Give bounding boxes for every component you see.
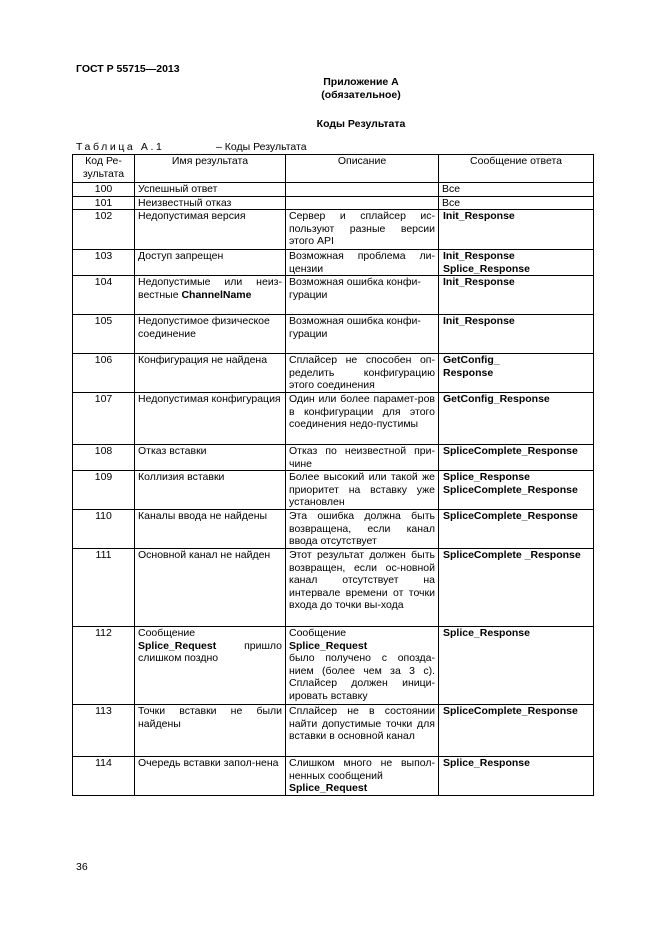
row-description: [286, 627, 439, 705]
table-row: [73, 250, 594, 276]
row-description: Сплайсер не в состоянии найти допустимые точки для вставки в основной канал: [286, 705, 439, 757]
row-name: Конфигурация не найдена: [135, 354, 286, 393]
row-response: Init_Response Splice_Response: [439, 250, 594, 276]
table-row: [73, 276, 594, 315]
table-row: [73, 210, 594, 250]
row-name: Отказ вставки: [135, 445, 286, 471]
row-description: Возможная проблема ли-цензии: [286, 250, 439, 276]
row-description: Отказ по неизвестной при-чине: [286, 445, 439, 471]
row-response: SpliceComplete_Response: [439, 510, 594, 549]
row-name: Коллизия вставки: [135, 471, 286, 510]
row-name: Недопустимая версия: [135, 210, 286, 250]
row-name-term: Splice_Request: [138, 639, 217, 652]
row-name: Каналы ввода не найдены: [135, 510, 286, 549]
row-name-term: ChannelName: [181, 288, 252, 301]
row-description-text: Слишком много не выпол-ненных сообщений: [289, 757, 435, 782]
page-number: 36: [76, 861, 88, 873]
row-name: [135, 276, 286, 315]
row-code: 111: [73, 549, 135, 627]
row-description: Этот результат должен быть возвращен, если ос-новной канал отсутствует на интервале времени от точки входа до точки вы-хода: [286, 549, 439, 627]
table-row: [73, 549, 594, 627]
row-response: Splice_Response SpliceComplete_Response: [439, 471, 594, 510]
row-description: Эта ошибка должна быть возвращена, если канал ввода отсутствует: [286, 510, 439, 549]
row-description: Один или более парамет-ров в конфигурации для этого соединения недо-пустимы: [286, 393, 439, 445]
row-code: 107: [73, 393, 135, 445]
table-row: [73, 510, 594, 549]
column-header-description: Описание: [286, 155, 439, 183]
row-code: 103: [73, 250, 135, 276]
table-caption: [76, 141, 307, 153]
row-code: 106: [73, 354, 135, 393]
row-name: Успешный ответ: [135, 183, 286, 197]
row-name: Точки вставки не были найдены: [135, 705, 286, 757]
standard-header: ГОСТ Р 55715—2013: [76, 63, 180, 75]
row-response: Splice_Response: [439, 627, 594, 705]
appendix-title: Приложение А: [323, 76, 399, 88]
table-row: [73, 196, 594, 210]
row-code: 102: [73, 210, 135, 250]
row-response: Все: [439, 183, 594, 197]
table-row: [73, 354, 594, 393]
table-row: [73, 393, 594, 445]
table-row: [73, 315, 594, 354]
row-name: Неизвестный отказ: [135, 196, 286, 210]
table-row: [73, 471, 594, 510]
row-name: Основной канал не найден: [135, 549, 286, 627]
row-description-text: Сообщение: [289, 627, 347, 639]
row-name: [135, 627, 286, 705]
row-response: SpliceComplete _Response: [439, 549, 594, 627]
row-description-term: Splice_Request: [289, 639, 368, 652]
row-response: Init_Response: [439, 315, 594, 354]
row-description: [286, 196, 439, 210]
column-header-code: Код Ре- зультата: [73, 155, 135, 183]
table-row: [73, 445, 594, 471]
row-response: SpliceComplete_Response: [439, 445, 594, 471]
column-header-name: Имя результата: [135, 155, 286, 183]
row-description-term: Splice_Request: [289, 782, 368, 794]
row-code: 113: [73, 705, 135, 757]
row-code: 112: [73, 627, 135, 705]
row-description: [286, 757, 439, 796]
row-description: Возможная ошибка конфи-гурации: [286, 315, 439, 354]
result-codes-table: [72, 154, 594, 796]
table-caption-text: – Коды Результата: [216, 141, 307, 153]
row-name: Доступ запрещен: [135, 250, 286, 276]
row-response: GetConfig_Response: [439, 393, 594, 445]
row-description: [286, 183, 439, 197]
row-description: Сплайсер не способен оп-ределить конфигурацию этого соединения: [286, 354, 439, 393]
row-code: 110: [73, 510, 135, 549]
row-response: Все: [439, 196, 594, 210]
table-row: [73, 705, 594, 757]
row-code: 104: [73, 276, 135, 315]
table-row: [73, 183, 594, 197]
row-description-text-rest: было получено с опозда-нием (более чем за 3 с). Сплайсер должен иници-ировать вставку: [289, 652, 435, 702]
row-response: Init_Response: [439, 210, 594, 250]
column-header-response: Сообщение ответа: [439, 155, 594, 183]
row-code: 114: [73, 757, 135, 796]
appendix-subtitle: (обязательное): [321, 89, 401, 101]
row-name: Очередь вставки запол-нена: [135, 757, 286, 796]
row-name-text: Сообщение: [138, 627, 196, 639]
row-code: 101: [73, 196, 135, 210]
row-code: 108: [73, 445, 135, 471]
row-name: Недопустимая конфигурация: [135, 393, 286, 445]
row-response: SpliceComplete_Response: [439, 705, 594, 757]
table-row: [73, 757, 594, 796]
table-caption-label: Таблица А.1: [76, 141, 165, 153]
row-code: 109: [73, 471, 135, 510]
table-row: [73, 627, 594, 705]
row-description: Более высокий или такой же приоритет на вставку уже установлен: [286, 471, 439, 510]
row-description: Сервер и сплайсер ис-пользуют разные версии этого API: [286, 210, 439, 250]
row-response: Init_Response: [439, 276, 594, 315]
row-response: Splice_Response: [439, 757, 594, 796]
section-title: Коды Результата: [316, 118, 406, 130]
row-code: 105: [73, 315, 135, 354]
row-response: GetConfig_ Response: [439, 354, 594, 393]
row-name: Недопустимое физическое соединение: [135, 315, 286, 354]
row-name-text: Недопустимые или неиз-вестные: [138, 276, 282, 301]
row-name-text-rest: пришло слишком поздно: [138, 639, 282, 664]
row-description: Возможная ошибка конфи-гурации: [286, 276, 439, 315]
row-code: 100: [73, 183, 135, 197]
